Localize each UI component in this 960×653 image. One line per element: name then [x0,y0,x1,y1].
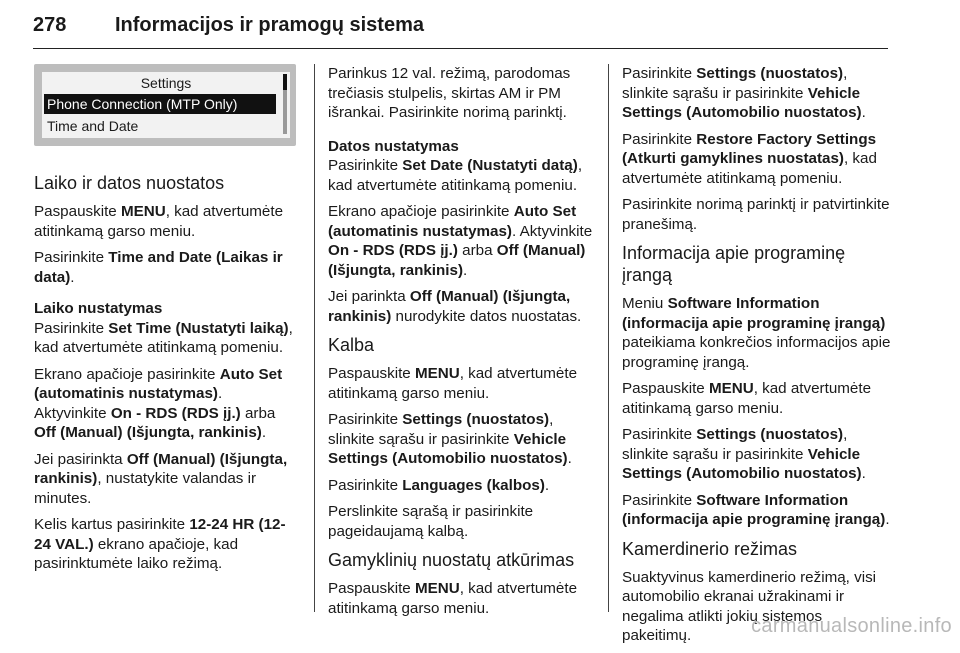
column-1 [34,64,298,581]
paragraph: Kelis kartus pasirinkite 12-24 HR (12-24 VAL.) ekrano apačioje, kad pasirinktumėte laiko režimą. [34,516,286,572]
paragraph: Paspauskite MENU, kad atvertumėte atitinkamą garso meniu. [622,380,872,417]
column-2 [328,64,596,625]
paragraph: Paspauskite MENU, kad atvertumėte atitinkamą garso meniu. [328,365,578,402]
section-heading: Laiko ir datos nuostatos [34,173,225,193]
paragraph: Meniu Software Information (informacija apie programinę įrangą) pateikiama konkrečios informacijos apie programinę įrangą. [622,295,891,371]
paragraph: Pasirinkite Settings (nuostatos), slinkite sąrašu ir pasirinkite Vehicle Settings (Automobilio nuostatos). [622,65,866,121]
column-divider [608,64,609,612]
paragraph: Suaktyvinus kamerdinerio režimą, visi automobilio ekranai užrakinami ir negalima atlikti jokių sistemos pakeitimų. [622,568,877,644]
page-header [33,6,888,49]
screen-scrollbar [283,74,287,134]
paragraph: Pasirinkite Set Time (Nustatyti laiką), kad atvertumėte atitinkamą pomeniu. [34,319,293,356]
paragraph: Pasirinkite Settings (nuostatos), slinkite sąrašu ir pasirinkite Vehicle Settings (Automobilio nuostatos). [622,426,866,482]
watermark: carmanualsonline.info [751,615,952,637]
paragraph: Paspauskite MENU, kad atvertumėte atitinkamą garso meniu. [34,203,284,240]
display-screen-illustration [34,64,296,146]
section-heading: Kamerdinerio režimas [622,538,798,559]
paragraph: Jei parinkta Off (Manual) (Išjungta, rankinis) nurodykite datos nuostatas. [328,288,582,325]
paragraph: Paspauskite MENU, kad atvertumėte atitinkamą garso meniu. [328,580,578,617]
paragraph: Pasirinkite Time and Date (Laikas ir data). [34,249,283,286]
section-heading: Kalba [328,335,375,355]
paragraph: Pasirinkite Software Information (informacija apie programinę įrangą). [622,491,890,528]
section-heading: Gamyklinių nuostatų atkūrimas [328,550,575,570]
column-3 [622,64,892,653]
subheading: Datos nustatymas [328,137,459,155]
paragraph: Pasirinkite Set Date (Nustatyti datą), kad atvertumėte atitinkamą pomeniu. [328,157,583,194]
screen-menu-item: Time and Date [47,118,139,134]
paragraph: Parinkus 12 val. režimą, parodomas trečiasis stulpelis, skirtas AM ir PM išrankai. Pasirinkite norimą parinktį. [328,65,571,121]
page-title: Informacijos ir pramogų sistema [115,14,424,36]
column-divider [314,64,315,612]
page-number: 278 [33,14,67,36]
screen-title: Settings [140,75,192,91]
paragraph: Jei pasirinkta Off (Manual) (Išjungta, rankinis), nustatykite valandas ir minutes. [34,450,288,507]
paragraph: Pasirinkite Settings (nuostatos), slinkite sąrašu ir pasirinkite Vehicle Settings (Automobilio nuostatos). [328,411,572,467]
paragraph: Pasirinkite Restore Factory Settings (Atkurti gamyklines nuostatas), kad atvertumėte atitinkamą pomeniu. [622,130,877,187]
paragraph: Perslinkite sąrašą ir pasirinkite pageidaujamą kalbą. [328,503,534,540]
paragraph: Ekrano apačioje pasirinkite Auto Set (automatinis nustatymas). Aktyvinkite On - RDS (RDS įj.) arba Off (Manual) (Išjungta, rankinis). [328,203,593,279]
screen-selected-item: Phone Connection (MTP Only) [44,94,276,114]
paragraph: Pasirinkite norimą parinktį ir patvirtinkite pranešimą. [622,196,890,233]
section-heading: Informacija apie programinę įrangą [622,243,846,285]
subheading: Laiko nustatymas [34,300,163,317]
paragraph: Ekrano apačioje pasirinkite Auto Set (automatinis nustatymas). Aktyvinkite On - RDS (RDS įj.) arba Off (Manual) (Išjungta, rankinis). [34,365,283,441]
paragraph: Pasirinkite Languages (kalbos). [328,476,550,494]
